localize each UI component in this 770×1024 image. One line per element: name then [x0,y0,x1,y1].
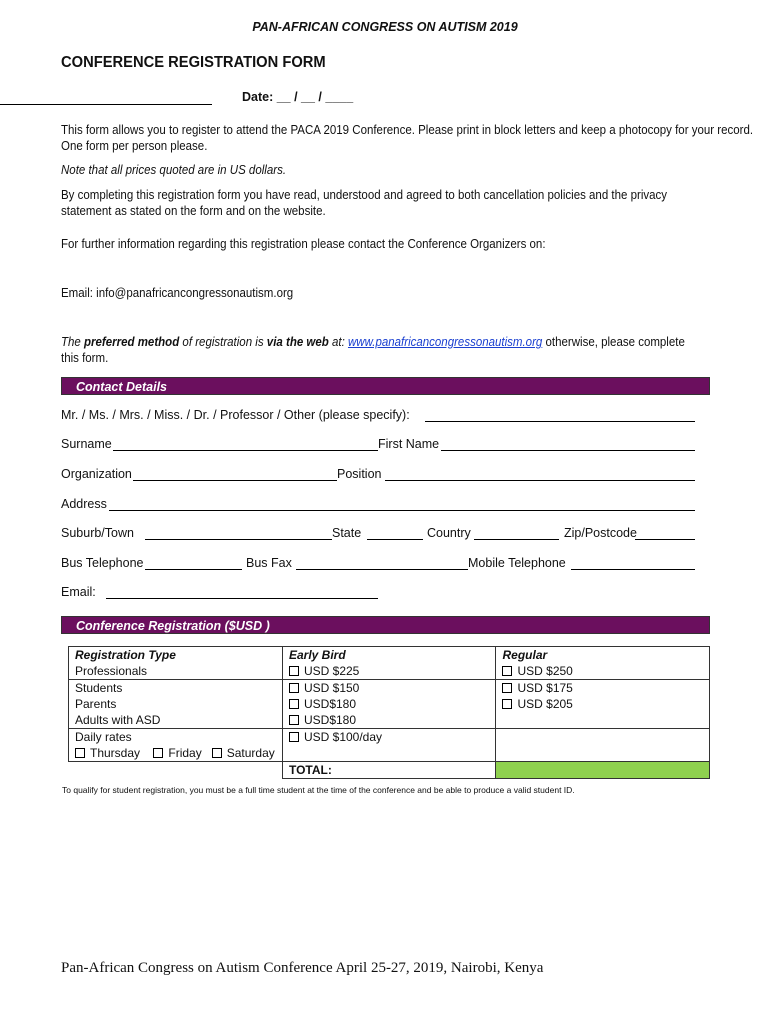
pref-c: of registration is [179,335,267,349]
prices-note: Note that all prices quoted are in US dollars. [61,163,287,177]
students-early-price: USD $150 [303,681,360,695]
first-name-field[interactable] [441,450,695,451]
name-row [61,437,701,455]
checkbox-icon[interactable] [502,683,512,693]
pref-f: otherwise, please complete this form. [61,335,685,365]
contact-details-title: Contact Details [76,380,167,394]
phone-row [61,556,701,574]
students-early-cell [282,680,496,729]
professionals-label: Professionals [75,664,148,678]
address-field[interactable] [109,510,695,511]
day-friday: Friday [168,746,202,760]
country-field[interactable] [474,539,559,540]
suburb-field[interactable] [145,539,332,540]
checkbox-icon[interactable] [289,715,299,725]
daily-rates-label: Daily rates [75,730,132,744]
date-field[interactable]: Date: __ / __ / ____ [242,90,354,104]
table-row [69,647,710,680]
adults-early-price: USD$180 [303,713,357,727]
registration-title: Conference Registration ($USD ) [76,619,270,633]
total-field[interactable] [496,762,710,779]
pref-a: The [61,335,85,349]
email-label: Email: [61,585,96,599]
country-label: Country [427,526,471,540]
bus-telephone-label: Bus Telephone [61,556,144,570]
checkbox-icon[interactable] [289,683,299,693]
bus-fax-label: Bus Fax [246,556,292,570]
mobile-label: Mobile Telephone [468,556,566,570]
state-label: State [332,526,362,540]
adults-label: Adults with ASD [75,713,161,727]
surname-field[interactable] [113,450,378,451]
table-row [69,680,710,729]
organizer-email: Email: info@panafricancongressonautism.org [61,286,294,300]
location-row [61,526,701,544]
bus-fax-field[interactable] [296,569,468,570]
daily-early-option[interactable] [289,729,490,745]
total-label-cell [282,762,496,779]
registration-type-cell [69,647,283,680]
contact-details-bar [61,377,710,395]
website-link[interactable]: www.panafricancongressonautism.org [347,335,543,349]
students-early-option[interactable] [289,680,490,696]
intro-paragraph [61,122,754,154]
regular-cell [496,647,710,680]
student-footnote: To qualify for student registration, you must be a full time student at the time of the conference and be able to produce a valid student ID. [62,785,575,795]
parents-label: Parents [75,697,117,711]
parents-regular-price: USD $205 [517,697,573,711]
state-field[interactable] [367,539,423,540]
agreement-text: By completing this registration form you have read, understood and agreed to both cancellation policies and the privacy statement as stated on the form and on the website. [61,188,668,218]
zip-field[interactable] [635,539,695,540]
intro-text: This form allows you to register to attend the PACA 2019 Conference. Please print in block letters and keep a photocopy for your record. One form per person please. [61,123,754,153]
adults-early-option[interactable] [289,712,490,728]
registration-table [68,646,710,779]
students-regular-cell [496,680,710,729]
checkbox-icon[interactable] [502,666,512,676]
professionals-early-price: USD $225 [303,664,360,678]
page-footer: Pan-African Congress on Autism Conference April 25-27, 2019, Nairobi, Kenya [61,960,544,976]
checkbox-icon[interactable] [153,748,163,758]
preferred-method-paragraph [61,334,705,366]
professionals-early-option[interactable] [289,663,490,679]
bus-telephone-field[interactable] [145,569,242,570]
parents-early-price: USD$180 [303,697,357,711]
name-line[interactable] [0,104,212,105]
checkbox-icon[interactable] [502,699,512,709]
checkbox-icon[interactable] [289,666,299,676]
parents-regular-option[interactable] [502,696,703,712]
students-label-cell [69,680,283,729]
professionals-regular-price: USD $250 [517,664,573,678]
suburb-label: Suburb/Town [61,526,134,540]
zip-label: Zip/Postcode [564,526,637,540]
agreement-paragraph [61,187,705,219]
day-saturday: Saturday [226,746,275,760]
students-regular-price: USD $175 [517,681,573,695]
pref-d: via the web [266,335,329,349]
organization-row [61,467,701,485]
registration-bar [61,616,710,634]
registration-type-header: Registration Type [75,648,176,662]
checkbox-icon[interactable] [289,732,299,742]
daily-days [75,745,276,761]
position-label: Position [337,467,382,481]
address-row [61,497,701,515]
mobile-field[interactable] [571,569,695,570]
daily-rates-cell [69,729,283,762]
salutation-label: Mr. / Ms. / Mrs. / Miss. / Dr. / Professor / Other (please specify): [61,408,410,422]
daily-early-price: USD $100/day [303,730,383,744]
form-title: CONFERENCE REGISTRATION FORM [61,54,326,71]
header-title: PAN-AFRICAN CONGRESS ON AUTISM 2019 [252,20,518,34]
total-label: TOTAL: [288,763,332,777]
address-label: Address [61,497,107,511]
salutation-row [61,408,701,426]
daily-regular-cell [496,729,710,762]
email-row [61,585,701,603]
pref-b: preferred method [84,335,180,349]
total-spacer-cell [69,762,283,779]
parents-early-option[interactable] [289,696,490,712]
surname-label: Surname [61,437,112,451]
students-regular-option[interactable] [502,680,703,696]
table-row [69,729,710,762]
checkbox-icon[interactable] [289,699,299,709]
email-field[interactable] [106,598,378,599]
contact-info-text: For further information regarding this registration please contact the Conference Organizers on: [61,237,546,251]
position-field[interactable] [385,480,695,481]
students-label: Students [75,681,123,695]
table-row [69,762,710,779]
salutation-field[interactable] [425,421,695,422]
first-name-label: First Name [378,437,440,451]
regular-header: Regular [502,648,548,662]
organization-field[interactable] [133,480,337,481]
early-bird-cell [282,647,496,680]
checkbox-icon[interactable] [75,748,85,758]
organization-label: Organization [61,467,132,481]
preferred-method-text [61,334,705,366]
daily-early-cell [282,729,496,762]
day-thursday: Thursday [90,746,141,760]
checkbox-icon[interactable] [212,748,222,758]
professionals-regular-option[interactable] [502,663,703,679]
early-bird-header: Early Bird [288,648,346,662]
pref-e: at: [328,335,348,349]
